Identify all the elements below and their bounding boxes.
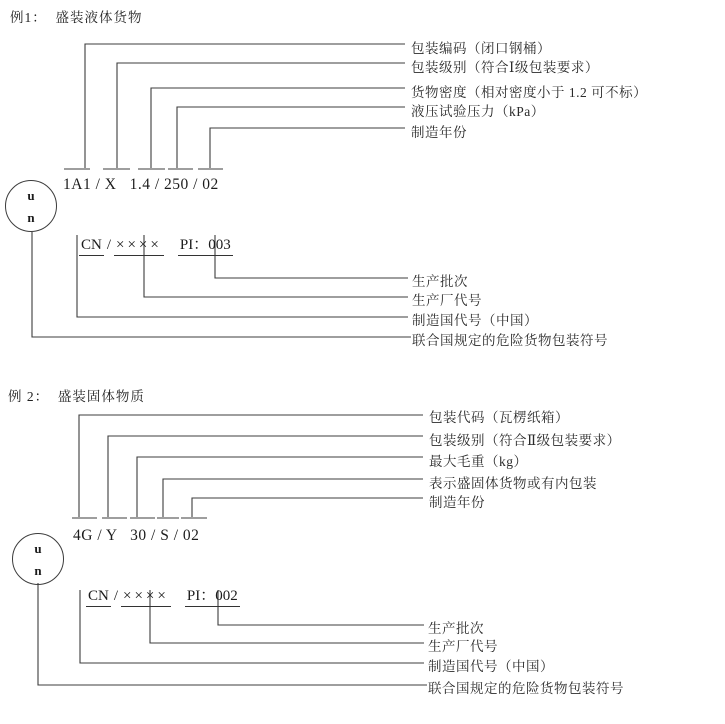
ex2-label-packaging-code: 包装代码（瓦楞纸箱） [429, 410, 569, 425]
ex1-factory-code: ×××× [114, 237, 164, 256]
ex1-separator: / [106, 237, 112, 253]
ex1-label-packaging-code: 包装编码（闭口钢桶） [411, 41, 551, 56]
ex2-registration-line [71, 567, 240, 624]
ex1-connector-batch [215, 235, 408, 278]
ex1-country-code: CN [79, 237, 104, 256]
ex2-un-symbol [12, 533, 64, 585]
ex2-connector-year [192, 498, 423, 517]
ex1-connector-pressure [177, 107, 405, 168]
example2-title: 例 2： 盛装固体物质 [8, 389, 145, 404]
ex1-label-pressure: 液压试验压力（kPa） [411, 104, 545, 119]
ex1-label-batch: 生产批次 [412, 274, 468, 289]
ex2-connector-gross-weight [137, 457, 423, 517]
ex2-packaging-code-text: 4G / Y 30 / S / 02 [73, 527, 200, 544]
ex1-registration-line [64, 216, 233, 273]
ex2-un-letter-u: u [34, 540, 42, 556]
ex1-connector-year [210, 128, 405, 168]
ex2-label-gross-weight: 最大毛重（kg） [429, 454, 528, 469]
ex1-label-year: 制造年份 [411, 125, 467, 140]
ex1-label-density: 货物密度（相对密度小于 1.2 可不标） [411, 85, 648, 100]
ex2-un-letter-n: n [34, 562, 42, 578]
ex1-label-un-symbol: 联合国规定的危险货物包装符号 [412, 333, 608, 348]
ex1-un-symbol [5, 180, 57, 232]
ex2-label-batch: 生产批次 [428, 621, 484, 636]
ex2-factory-code: ×××× [121, 588, 171, 607]
ex2-connector-packaging-code [79, 415, 423, 517]
ex1-packaging-code-text: 1A1 / X 1.4 / 250 / 02 [63, 176, 219, 193]
ex2-separator: / [113, 588, 119, 604]
ex1-label-country: 制造国代号（中国） [412, 313, 538, 328]
ex1-un-letter-u: u [27, 187, 35, 203]
ex2-label-packaging-level: 包装级别（符合Ⅱ级包装要求） [429, 433, 621, 448]
ex2-label-country: 制造国代号（中国） [428, 659, 554, 674]
ex1-batch-code: PI：003 [178, 233, 233, 256]
ex2-connector-batch [218, 590, 424, 625]
ex2-label-factory: 生产厂代号 [428, 639, 498, 654]
ex2-label-un-symbol: 联合国规定的危险货物包装符号 [428, 681, 624, 696]
ex2-label-solid-flag: 表示盛固体货物或有内包装 [429, 476, 597, 491]
example1-title: 例1： 盛装液体货物 [10, 10, 143, 25]
ex1-label-packaging-level: 包装级别（符合Ⅰ级包装要求） [411, 60, 599, 75]
ex1-un-letter-n: n [27, 209, 35, 225]
ex2-connector-packaging-level [108, 436, 423, 517]
ex1-connector-packaging-level [117, 63, 405, 168]
ex2-label-year: 制造年份 [429, 495, 485, 510]
ex1-label-factory: 生产厂代号 [412, 293, 482, 308]
ex2-country-code: CN [86, 588, 111, 607]
ex2-batch-code: PI：002 [185, 584, 240, 607]
